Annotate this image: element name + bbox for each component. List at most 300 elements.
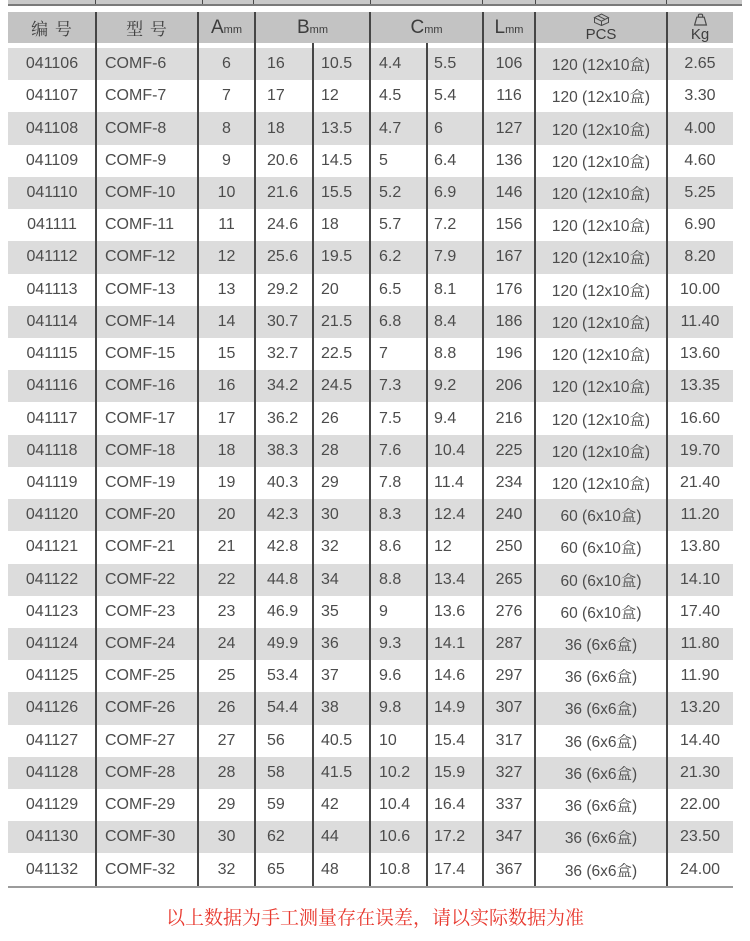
header-kg-label: Kg	[690, 26, 710, 43]
cell-dim-l: 307	[495, 699, 523, 717]
cell-dim-c2: 17.2	[434, 828, 466, 846]
cell-dim-l: 347	[495, 828, 523, 846]
cell-dim-l: 196	[495, 345, 523, 363]
cell-dim-l: 146	[495, 183, 523, 201]
cell-dim-c2: 15.9	[434, 763, 466, 781]
cell-part-number: 041126	[25, 699, 79, 717]
cell-dim-c2: 7.9	[434, 248, 457, 266]
cell-kg: 3.30	[684, 87, 716, 105]
cell-dim-c1: 7.6	[379, 441, 402, 459]
cell-part-number: 041107	[25, 87, 79, 105]
cell-dim-l: 186	[495, 312, 523, 330]
cell-dim-b2: 30	[321, 506, 339, 524]
cell-kg: 11.40	[680, 312, 720, 330]
table-row	[8, 80, 733, 112]
table-row	[8, 145, 733, 177]
cell-dim-b1: 49.9	[267, 635, 299, 653]
cell-part-number: 041109	[25, 151, 79, 169]
cell-dim-l: 116	[496, 87, 522, 105]
cell-dim-a: 27	[217, 731, 236, 749]
cell-pcs: 36 (6x6盒)	[564, 669, 638, 687]
cell-dim-c2: 6	[434, 119, 443, 137]
cell-dim-b1: 21.6	[267, 183, 299, 201]
cell-dim-a: 12	[217, 248, 236, 266]
cell-dim-b2: 26	[321, 409, 339, 427]
table-row	[8, 821, 733, 853]
cell-dim-l: 206	[495, 377, 523, 395]
cell-dim-c1: 4.4	[379, 55, 402, 73]
cell-dim-b2: 38	[321, 699, 339, 717]
cell-dim-l: 250	[495, 538, 523, 556]
cell-model: COMF-22	[105, 570, 176, 588]
cell-dim-l: 156	[495, 216, 523, 234]
cell-dim-c1: 8.3	[379, 506, 402, 524]
cell-part-number: 041132	[25, 860, 79, 878]
cell-dim-c1: 9	[379, 602, 388, 620]
cell-kg: 14.40	[679, 731, 721, 749]
cell-dim-b1: 34.2	[267, 377, 299, 395]
previous-row-sliver	[8, 0, 742, 6]
cell-dim-l: 240	[495, 506, 523, 524]
cell-part-number: 041114	[26, 312, 78, 330]
cell-dim-b2: 15.5	[321, 183, 353, 201]
cell-pcs: 36 (6x6盒)	[564, 862, 638, 880]
header-kg	[667, 12, 733, 43]
cell-dim-c1: 4.5	[379, 87, 402, 105]
cell-model: COMF-32	[105, 860, 176, 878]
cell-dim-c2: 13.6	[434, 602, 466, 620]
cell-dim-b2: 41.5	[321, 763, 353, 781]
cell-pcs: 120 (12x10盒)	[551, 250, 651, 268]
cell-dim-b1: 24.6	[267, 216, 299, 234]
table-bottom-border	[8, 886, 733, 888]
cell-dim-b2: 37	[321, 667, 339, 685]
cell-dim-l: 127	[495, 119, 523, 137]
cell-dim-b1: 42.3	[267, 506, 299, 524]
grid-line	[534, 12, 536, 886]
cell-model: COMF-10	[105, 183, 176, 201]
cell-kg: 11.80	[680, 635, 720, 653]
cell-pcs: 120 (12x10盒)	[551, 475, 651, 493]
cell-part-number: 041106	[25, 55, 79, 73]
table-row	[8, 274, 733, 306]
cell-dim-c2: 17.4	[434, 860, 466, 878]
cell-dim-c2: 8.1	[434, 280, 457, 298]
table-row	[8, 209, 733, 241]
table-row	[8, 112, 733, 144]
cell-pcs: 36 (6x6盒)	[564, 701, 638, 719]
cell-dim-c1: 10.2	[379, 763, 411, 781]
cell-dim-l: 265	[495, 570, 523, 588]
cell-dim-b2: 19.5	[321, 248, 353, 266]
cell-dim-c1: 5.7	[379, 216, 402, 234]
table-row	[8, 402, 733, 434]
cell-dim-b2: 24.5	[321, 377, 353, 395]
cell-part-number: 041130	[25, 828, 79, 846]
cell-kg: 21.40	[679, 473, 721, 491]
cell-dim-l: 216	[495, 409, 523, 427]
cell-dim-b1: 36.2	[267, 409, 299, 427]
cell-dim-b2: 18	[321, 216, 339, 234]
cell-dim-c2: 6.9	[434, 183, 457, 201]
cell-dim-l: 136	[495, 151, 523, 169]
table-row	[8, 306, 733, 338]
cell-dim-c2: 5.4	[434, 87, 457, 105]
cell-dim-b2: 13.5	[321, 119, 353, 137]
header-dim-a: A mm	[210, 17, 242, 38]
grid-line	[426, 43, 428, 886]
cell-dim-c1: 7	[379, 345, 388, 363]
cell-part-number: 041117	[26, 409, 78, 427]
cell-dim-b2: 48	[321, 860, 339, 878]
cell-part-number: 041124	[25, 635, 79, 653]
cell-part-number: 041111	[27, 216, 77, 234]
cell-kg: 5.25	[684, 183, 716, 201]
cell-dim-b1: 53.4	[267, 667, 299, 685]
cell-dim-b1: 32.7	[267, 345, 299, 363]
cell-kg: 22.00	[679, 796, 721, 814]
cell-pcs: 36 (6x6盒)	[564, 637, 638, 655]
cell-pcs: 120 (12x10盒)	[551, 411, 651, 429]
cell-model: COMF-19	[105, 473, 176, 491]
cell-dim-c1: 9.8	[379, 699, 402, 717]
cell-dim-l: 234	[495, 473, 523, 491]
cell-pcs: 36 (6x6盒)	[564, 830, 638, 848]
table-row	[8, 692, 733, 724]
header-pcs	[535, 12, 667, 43]
cell-dim-c1: 7.3	[379, 377, 402, 395]
cell-dim-b2: 32	[321, 538, 339, 556]
cell-dim-b2: 35	[321, 602, 339, 620]
cell-dim-c2: 9.4	[434, 409, 457, 427]
cell-dim-a: 22	[217, 570, 236, 588]
header-model: 型 号	[126, 20, 168, 39]
cell-part-number: 041118	[26, 441, 78, 459]
cell-dim-b2: 40.5	[321, 731, 353, 749]
cell-kg: 13.80	[679, 538, 721, 556]
cell-part-number: 041115	[26, 345, 78, 363]
cell-pcs: 120 (12x10盒)	[551, 282, 651, 300]
cell-model: COMF-7	[105, 87, 167, 105]
cell-model: COMF-28	[105, 763, 176, 781]
cell-dim-c1: 6.5	[379, 280, 402, 298]
cell-dim-c1: 10.6	[379, 828, 411, 846]
cell-kg: 10.00	[679, 280, 721, 298]
cell-dim-b2: 14.5	[321, 151, 353, 169]
cell-dim-c2: 14.6	[434, 667, 466, 685]
cell-pcs: 36 (6x6盒)	[564, 733, 638, 751]
cell-part-number: 041119	[26, 473, 78, 491]
grid-line	[254, 12, 256, 886]
cell-dim-c1: 4.7	[379, 119, 402, 137]
cell-dim-a: 26	[217, 699, 236, 717]
cell-dim-c1: 6.8	[379, 312, 402, 330]
cell-dim-a: 32	[217, 860, 236, 878]
header-dim-b: B mm	[296, 17, 328, 38]
cell-dim-c1: 10.8	[379, 860, 411, 878]
table-body	[8, 48, 733, 886]
cell-dim-b2: 44	[321, 828, 339, 846]
cell-pcs: 120 (12x10盒)	[551, 314, 651, 332]
cell-dim-a: 14	[217, 312, 236, 330]
cell-dim-b1: 29.2	[267, 280, 299, 298]
cell-dim-b2: 22.5	[321, 345, 353, 363]
cell-kg: 16.60	[679, 409, 721, 427]
cell-dim-c2: 12	[434, 538, 452, 556]
cell-dim-a: 9	[222, 151, 231, 169]
cell-dim-c1: 7.5	[379, 409, 402, 427]
cell-dim-l: 367	[495, 860, 523, 878]
table-row	[8, 628, 733, 660]
cell-model: COMF-20	[105, 506, 176, 524]
cell-kg: 11.90	[680, 667, 720, 685]
cell-model: COMF-21	[105, 538, 176, 556]
cell-dim-c2: 13.4	[434, 570, 466, 588]
grid-line	[95, 12, 97, 886]
cell-dim-c1: 10	[379, 731, 397, 749]
table-row	[8, 241, 733, 273]
cell-dim-l: 225	[495, 441, 523, 459]
cell-pcs: 120 (12x10盒)	[551, 185, 651, 203]
cell-part-number: 041125	[25, 667, 79, 685]
cell-kg: 13.35	[679, 377, 721, 395]
cell-dim-c2: 15.4	[434, 731, 466, 749]
cell-dim-b1: 56	[267, 731, 285, 749]
cell-dim-a: 8	[222, 119, 231, 137]
cell-kg: 8.20	[684, 248, 716, 266]
carton-icon	[593, 13, 610, 26]
cell-part-number: 041113	[26, 280, 78, 298]
cell-pcs: 120 (12x10盒)	[551, 347, 651, 365]
cell-model: COMF-8	[105, 119, 167, 137]
cell-model: COMF-17	[105, 409, 176, 427]
cell-dim-b1: 18	[267, 119, 285, 137]
cell-pcs: 120 (12x10盒)	[551, 57, 651, 75]
cell-model: COMF-18	[105, 441, 176, 459]
cell-dim-b2: 10.5	[321, 55, 353, 73]
cell-dim-c1: 5.2	[379, 183, 402, 201]
cell-pcs: 120 (12x10盒)	[551, 89, 651, 107]
cell-part-number: 041122	[25, 570, 79, 588]
cell-pcs: 120 (12x10盒)	[551, 443, 651, 461]
cell-dim-c2: 12.4	[434, 506, 466, 524]
cell-dim-a: 7	[222, 87, 231, 105]
cell-dim-a: 30	[217, 828, 236, 846]
cell-dim-a: 6	[222, 55, 231, 73]
cell-dim-c1: 10.4	[379, 796, 411, 814]
cell-model: COMF-26	[105, 699, 176, 717]
cell-dim-a: 17	[217, 409, 236, 427]
cell-dim-a: 11	[218, 216, 235, 234]
cell-part-number: 041129	[25, 796, 79, 814]
cell-dim-b2: 36	[321, 635, 339, 653]
cell-dim-c2: 6.4	[434, 151, 457, 169]
cell-dim-b1: 30.7	[267, 312, 299, 330]
cell-dim-l: 106	[495, 55, 523, 73]
table-header-row	[8, 12, 733, 43]
cell-dim-l: 337	[495, 796, 523, 814]
cell-part-number: 041121	[25, 538, 79, 556]
cell-dim-l: 287	[495, 635, 523, 653]
cell-dim-c2: 14.9	[434, 699, 466, 717]
cell-model: COMF-13	[105, 280, 176, 298]
cell-dim-a: 21	[217, 538, 236, 556]
cell-dim-l: 176	[495, 280, 523, 298]
cell-pcs: 120 (12x10盒)	[551, 379, 651, 397]
cell-dim-b2: 34	[321, 570, 339, 588]
cell-dim-b1: 59	[267, 796, 285, 814]
cell-model: COMF-29	[105, 796, 176, 814]
cell-dim-l: 167	[495, 248, 523, 266]
cell-model: COMF-14	[105, 312, 176, 330]
cell-dim-b1: 46.9	[267, 602, 299, 620]
table-row	[8, 48, 733, 80]
cell-dim-l: 297	[495, 667, 523, 685]
cell-model: COMF-11	[105, 216, 175, 234]
cell-dim-c1: 7.8	[379, 473, 402, 491]
cell-dim-c2: 8.8	[434, 345, 457, 363]
cell-part-number: 041112	[26, 248, 78, 266]
cell-dim-c2: 8.4	[434, 312, 457, 330]
cell-dim-b2: 28	[321, 441, 339, 459]
cell-pcs: 60 (6x10盒)	[560, 508, 642, 526]
cell-part-number: 041120	[25, 506, 79, 524]
header-pcs-label: PCS	[585, 26, 617, 43]
table-row	[8, 725, 733, 757]
cell-dim-c2: 5.5	[434, 55, 457, 73]
weight-icon	[693, 13, 708, 26]
cell-dim-a: 24	[217, 635, 236, 653]
cell-kg: 13.60	[679, 345, 721, 363]
cell-model: COMF-15	[105, 345, 176, 363]
cell-dim-c1: 9.6	[379, 667, 402, 685]
cell-dim-b2: 29	[321, 473, 339, 491]
grid-line	[666, 12, 668, 886]
cell-dim-c2: 7.2	[434, 216, 457, 234]
table-row	[8, 596, 733, 628]
cell-part-number: 041127	[25, 731, 79, 749]
table-row	[8, 853, 733, 885]
cell-dim-c1: 6.2	[379, 248, 402, 266]
grid-line	[369, 12, 371, 886]
cell-part-number: 041116	[26, 377, 78, 395]
cell-pcs: 120 (12x10盒)	[551, 218, 651, 236]
cell-kg: 4.60	[684, 151, 716, 169]
header-part-number: 编 号	[31, 20, 73, 39]
cell-pcs: 60 (6x10盒)	[560, 604, 642, 622]
cell-dim-a: 25	[217, 667, 236, 685]
table-row	[8, 499, 733, 531]
table-row	[8, 467, 733, 499]
cell-dim-a: 28	[217, 763, 236, 781]
table-row	[8, 660, 733, 692]
cell-pcs: 36 (6x6盒)	[564, 798, 638, 816]
cell-dim-b1: 20.6	[267, 151, 299, 169]
table-row	[8, 177, 733, 209]
cell-dim-b1: 54.4	[267, 699, 299, 717]
cell-dim-b1: 44.8	[267, 570, 299, 588]
cell-dim-b1: 17	[267, 87, 285, 105]
cell-dim-c1: 5	[379, 151, 388, 169]
cell-kg: 17.40	[679, 602, 721, 620]
cell-dim-c1: 8.8	[379, 570, 402, 588]
cell-dim-a: 15	[217, 345, 236, 363]
cell-dim-c1: 9.3	[379, 635, 402, 653]
cell-kg: 6.90	[684, 216, 716, 234]
header-dim-c: C mm	[410, 17, 443, 38]
cell-dim-b1: 58	[267, 763, 285, 781]
cell-dim-a: 19	[217, 473, 236, 491]
cell-dim-b2: 20	[321, 280, 339, 298]
cell-dim-b1: 25.6	[267, 248, 299, 266]
cell-model: COMF-23	[105, 602, 176, 620]
cell-kg: 4.00	[684, 119, 716, 137]
cell-kg: 23.50	[679, 828, 721, 846]
table-row	[8, 435, 733, 467]
cell-dim-c2: 16.4	[434, 796, 466, 814]
cell-kg: 13.20	[679, 699, 721, 717]
table-row	[8, 757, 733, 789]
cell-pcs: 120 (12x10盒)	[551, 153, 651, 171]
header-dim-l: L mm	[494, 17, 524, 38]
table-row	[8, 564, 733, 596]
cell-dim-l: 327	[495, 763, 523, 781]
cell-kg: 14.10	[679, 570, 721, 588]
cell-dim-a: 10	[217, 183, 236, 201]
spec-table	[8, 12, 733, 888]
cell-dim-a: 16	[217, 377, 236, 395]
cell-dim-b2: 42	[321, 796, 339, 814]
cell-part-number: 041123	[25, 602, 79, 620]
cell-kg: 11.20	[680, 506, 720, 524]
cell-kg: 21.30	[679, 763, 721, 781]
cell-model: COMF-6	[105, 55, 167, 73]
grid-line	[197, 12, 199, 886]
cell-dim-b1: 16	[267, 55, 285, 73]
cell-dim-l: 317	[495, 731, 523, 749]
table-row	[8, 370, 733, 402]
cell-part-number: 041110	[26, 183, 78, 201]
cell-dim-a: 29	[217, 796, 236, 814]
cell-model: COMF-9	[105, 151, 167, 169]
cell-dim-b1: 42.8	[267, 538, 299, 556]
cell-dim-c2: 14.1	[434, 635, 466, 653]
cell-dim-c2: 11.4	[434, 473, 464, 491]
table-row	[8, 531, 733, 563]
cell-dim-a: 18	[217, 441, 236, 459]
grid-line	[482, 12, 484, 886]
disclaimer-note: 以上数据为手工测量存在误差，请以实际数据为准	[165, 908, 584, 929]
cell-dim-c2: 9.2	[434, 377, 457, 395]
cell-dim-c2: 10.4	[434, 441, 466, 459]
cell-pcs: 36 (6x6盒)	[564, 765, 638, 783]
cell-dim-c1: 8.6	[379, 538, 402, 556]
cell-dim-b1: 40.3	[267, 473, 299, 491]
cell-dim-a: 13	[217, 280, 236, 298]
cell-pcs: 60 (6x10盒)	[560, 572, 642, 590]
cell-kg: 2.65	[684, 55, 716, 73]
cell-dim-b2: 21.5	[321, 312, 353, 330]
cell-model: COMF-30	[105, 828, 176, 846]
cell-part-number: 041128	[25, 763, 79, 781]
cell-model: COMF-12	[105, 248, 176, 266]
cell-kg: 19.70	[679, 441, 721, 459]
cell-model: COMF-27	[105, 731, 176, 749]
cell-part-number: 041108	[25, 119, 79, 137]
cell-dim-a: 20	[217, 506, 236, 524]
cell-dim-b2: 12	[321, 87, 339, 105]
cell-model: COMF-24	[105, 635, 176, 653]
